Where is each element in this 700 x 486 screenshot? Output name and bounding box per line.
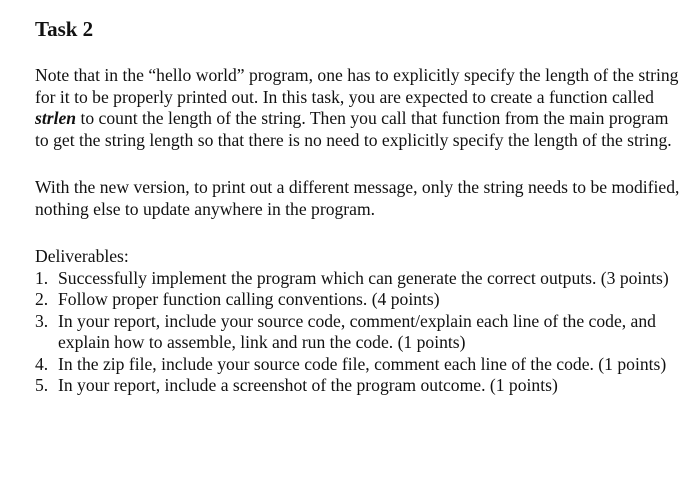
list-item bbox=[35, 289, 685, 311]
version-paragraph: With the new version, to print out a different message, only the string needs to be modified, nothing else to update anywhere in the program. bbox=[35, 177, 680, 219]
item-text: Follow proper function calling conventions. (4 points) bbox=[58, 289, 440, 309]
list-item bbox=[35, 354, 685, 376]
document bbox=[35, 14, 685, 397]
item-text: In your report, include your source code, comment/explain each line of the code, and explain how to assemble, link and run the code. (1 points) bbox=[58, 310, 656, 352]
list-item bbox=[35, 311, 685, 354]
list-item bbox=[35, 375, 685, 397]
item-text: In the zip file, include your source code file, comment each line of the code. (1 points) bbox=[58, 353, 667, 374]
item-text: In your report, include a screenshot of the program outcome. (1 points) bbox=[58, 375, 558, 395]
function-name-strlen: strlen bbox=[35, 108, 77, 128]
intro-text-after: to count the length of the string. Then you call that function from the main program to get the string length so that there is no need to explicitly specify the length of the string. bbox=[35, 108, 672, 150]
deliverables-list bbox=[35, 268, 685, 397]
list-item bbox=[35, 268, 685, 290]
item-number: 5. bbox=[35, 375, 49, 395]
deliverables-label: Deliverables: bbox=[35, 246, 129, 266]
item-number: 2. bbox=[35, 289, 49, 309]
item-number: 4. bbox=[35, 353, 49, 374]
intro-paragraph bbox=[35, 65, 685, 151]
item-text: Successfully implement the program which can generate the correct outputs. (3 points) bbox=[58, 267, 669, 288]
item-number: 1. bbox=[35, 267, 49, 288]
intro-text-before: Note that in the “hello world” program, one has to explicitly specify the length of the string for it to be properly printed out. In this task, you are expected to create a function called bbox=[35, 65, 679, 107]
item-number: 3. bbox=[35, 310, 49, 331]
task-title: Task 2 bbox=[35, 17, 94, 41]
